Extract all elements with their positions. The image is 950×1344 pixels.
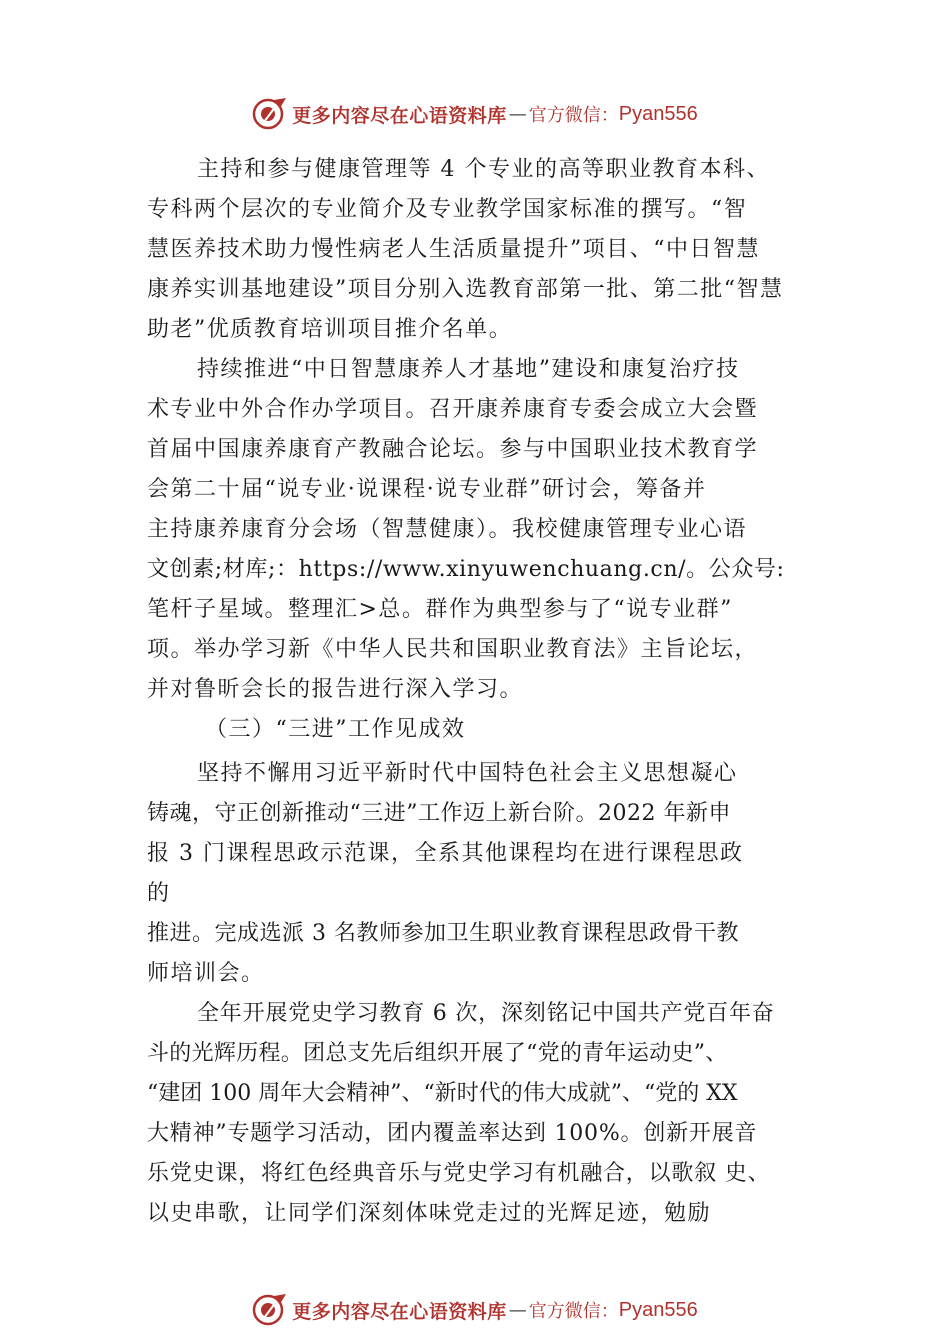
text-line: 师培训会。 (147, 961, 265, 986)
section-heading: （三）“三进”工作见成效 (205, 717, 466, 742)
watermark-banner-top (0, 94, 950, 134)
text-line: 术专业中外合作办学项目。召开康养康育专委会成立大会暨 (147, 397, 759, 422)
text-line: 的 (147, 881, 171, 906)
text-line: 乐党史课，将红色经典音乐与党史学习有机融合，以歌叙 史、 (147, 1161, 771, 1186)
document-body (147, 150, 837, 1234)
watermark-brand: 更多内容尽在心语资料库 (292, 1300, 507, 1323)
text-line: 主持和参与健康管理等 4 个专业的高等职业教育本科、 (197, 157, 770, 182)
text-line: 首届中国康养康育产教融合论坛。参与中国职业技术教育学 (147, 437, 759, 462)
watermark-wechat-id: Pyan556 (618, 1298, 698, 1321)
watermark-banner-bottom (0, 1290, 950, 1330)
text-line: 铸魂，守正创新推动“三进”工作迈上新台阶。2022 年新申 (147, 801, 731, 826)
pen-logo-icon (252, 96, 288, 132)
text-line: 并对鲁昕会长的报告进行深入学习。 (147, 677, 524, 702)
watermark-wechat-label: 官方微信： (528, 105, 619, 126)
watermark-brand: 更多内容尽在心语资料库 (292, 104, 507, 127)
text-line: 文创素;材库;：https://www.xinyuwenchuang.cn/。公众号: (147, 557, 785, 582)
text-line: 斗的光辉历程。团总支先后组织开展了“党的青年运动史”、 (147, 1041, 728, 1066)
text-line: 慧医养技术助力慢性病老人生活质量提升”项目、“中日智慧 (147, 237, 760, 262)
text-line: 推进。完成选派 3 名教师参加卫生职业教育课程思政骨干教 (147, 921, 739, 946)
watermark-wechat-id: Pyan556 (618, 102, 698, 125)
text-line: 笔杆子星域。整理汇>总。群作为典型参与了“说专业群” (147, 597, 733, 622)
watermark-separator: — (508, 103, 527, 125)
text-line: 康养实训基地建设”项目分别入选教育部第一批、第二批“智慧 (147, 277, 784, 302)
text-line: “建团 100 周年大会精神”、“新时代的伟大成就”、“党的 XX (147, 1081, 738, 1106)
pen-logo-icon (252, 1292, 288, 1328)
text-line: 坚持不懈用习近平新时代中国特色社会主义思想凝心 (197, 761, 738, 786)
text-line: 助老”优质教育培训项目推介名单。 (147, 317, 513, 342)
text-line: 会第二十届“说专业·说课程·说专业群”研讨会，筹备并 (147, 477, 707, 502)
text-line: 主持康养康育分会场（智慧健康）。我校健康管理专业心语 (147, 517, 748, 542)
watermark-wechat-label: 官方微信： (528, 1301, 619, 1322)
text-line: 大精神”专题学习活动，团内覆盖率达到 100%。创新开展音 (147, 1121, 758, 1146)
text-line: 报 3 门课程思政示范课，全系其他课程均在进行课程思政 (147, 841, 744, 866)
text-line: 以史串歌，让同学们深刻体味党走过的光辉足迹，勉励 (147, 1201, 712, 1226)
text-line: 持续推进“中日智慧康养人才基地”建设和康复治疗技 (197, 357, 740, 382)
text-line: 全年开展党史学习教育 6 次，深刻铭记中国共产党百年奋 (197, 1001, 775, 1026)
text-line: 专科两个层次的专业简介及专业教学国家标准的撰写。“智 (147, 197, 748, 222)
watermark-separator: — (508, 1299, 527, 1321)
text-line: 项。举办学习新《中华人民共和国职业教育法》主旨论坛， (147, 637, 759, 662)
